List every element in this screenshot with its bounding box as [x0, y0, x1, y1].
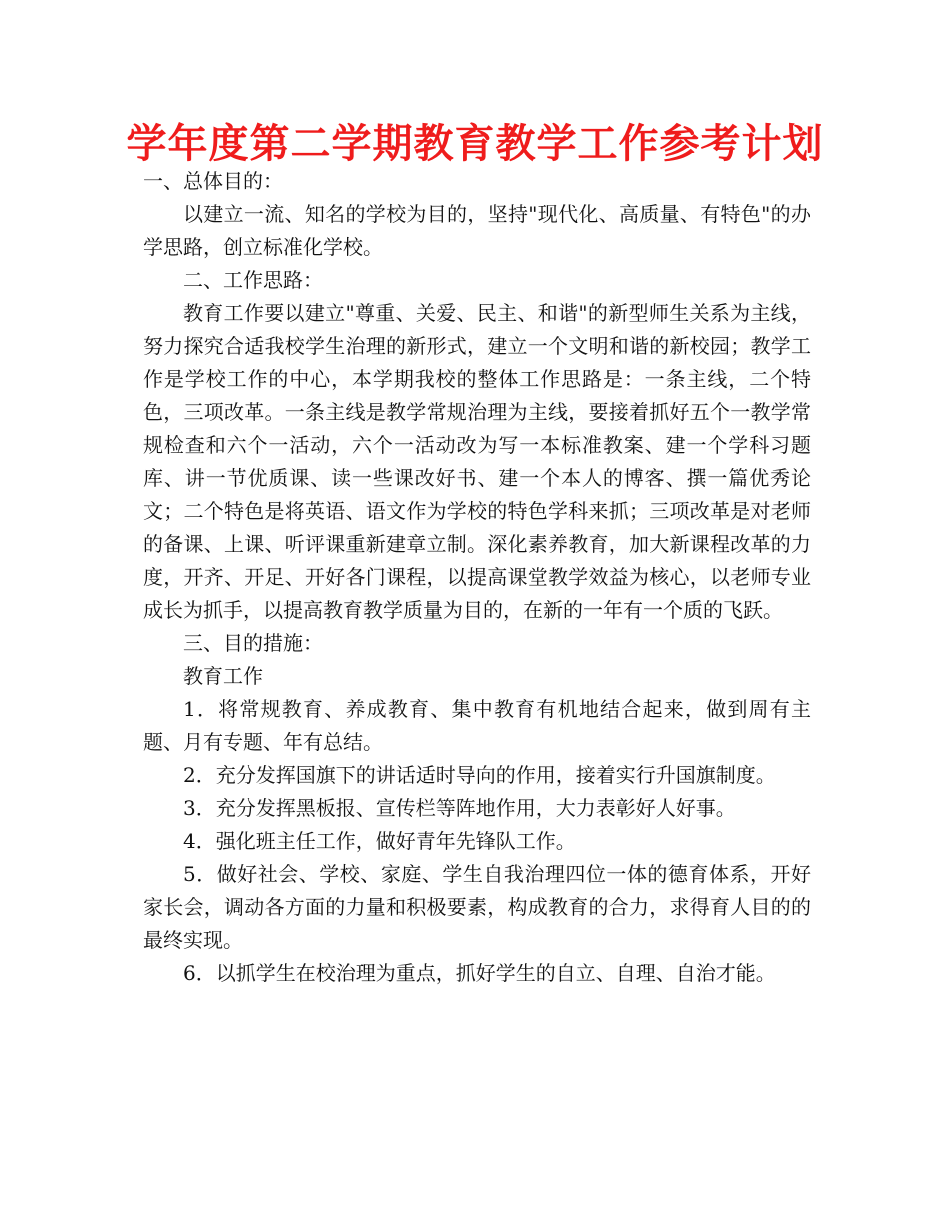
list-item-1: 1．将常规教育、养成教育、集中教育有机地结合起来，做到周有主题、月有专题、年有总结。 [143, 697, 811, 754]
document-body [143, 165, 811, 990]
list-item-6: 6．以抓学生在校治理为重点，抓好学生的自立、自理、自治才能。 [183, 961, 776, 985]
list-item-4: 4．强化班主任工作，做好青年先锋队工作。 [183, 829, 576, 853]
paragraph-work-approach: 教育工作要以建立"尊重、关爱、民主、和谐"的新型师生关系为主线，努力探究合适我校学生治理的新形式，建立一个文明和谐的新校园；教学工作是学校工作的中心，本学期我校的整体工作思路是：一条主线，二个特色，三项改革。一条主线是教学常规治理为主线，要接着抓好五个一教学常规检查和六个一活动，六个一活动改为写一本标准教案、建一个学科习题库、讲一节优质课、读一些课改好书、建一个本人的博客、撰一篇优秀论文；二个特色是将英语、语文作为学校的特色学科来抓；三项改革是对老师的备课、上课、听评课重新建章立制。深化素养教育，加大新课程改革的力度，开齐、开足、开好各门课程，以提高课堂教学效益为核心，以老师专业成长为抓手，以提高教育教学质量为目的，在新的一年有一个质的飞跃。 [143, 301, 811, 622]
list-item-5: 5．做好社会、学校、家庭、学生自我治理四位一体的德育体系，开好家长会，调动各方面的力量和积极要素，构成教育的合力，求得育人目的的最终实现。 [143, 862, 811, 952]
section-heading-2: 二、工作思路： [183, 268, 323, 292]
subsection-heading-education: 教育工作 [183, 664, 263, 688]
list-item-2: 2．充分发挥国旗下的讲话适时导向的作用，接着实行升国旗制度。 [183, 763, 776, 787]
list-item-3: 3．充分发挥黑板报、宣传栏等阵地作用，大力表彰好人好事。 [183, 796, 736, 820]
section-heading-1: 一、总体目的： [143, 169, 283, 193]
section-heading-3: 三、目的措施： [183, 631, 323, 655]
document-title: 学年度第二学期教育教学工作参考计划 [126, 121, 824, 167]
paragraph-goal: 以建立一流、知名的学校为目的，坚持"现代化、高质量、有特色"的办学思路，创立标准化学校。 [143, 202, 811, 259]
